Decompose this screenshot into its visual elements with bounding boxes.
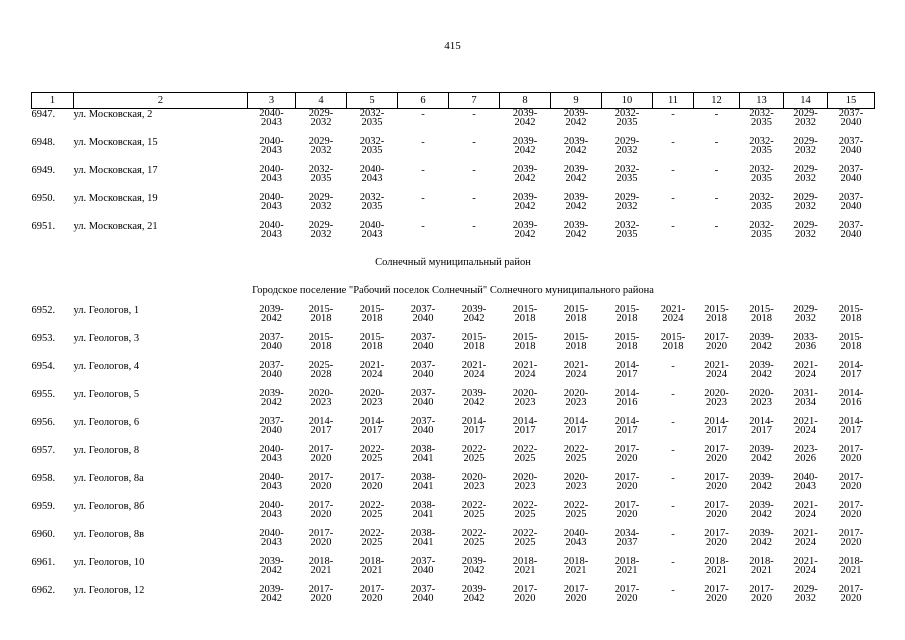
- period-cell: 2017- 2020: [359, 583, 385, 604]
- column-header-7: 7: [449, 93, 500, 109]
- empty-cell: -: [671, 360, 675, 372]
- column-header-14: 14: [784, 93, 828, 109]
- period-cell: 2020- 2023: [308, 387, 334, 408]
- period-cell: 2017- 2020: [838, 499, 864, 520]
- empty-cell: -: [421, 136, 425, 148]
- period-cell: 2040- 2043: [259, 499, 284, 520]
- empty-cell: -: [671, 192, 675, 204]
- period-cell: 2017- 2020: [838, 583, 864, 604]
- section-settlement-title: Городское поселение "Рабочий поселок Солнечный" Солнечного муниципального района: [252, 285, 654, 296]
- period-cell: 2039- 2042: [512, 135, 538, 156]
- period-cell: 2017- 2020: [704, 583, 729, 604]
- row-number: 6955.: [31, 388, 56, 400]
- period-cell: 2015- 2018: [660, 331, 686, 352]
- section-settlement: [32, 277, 875, 305]
- column-header-13: 13: [740, 93, 784, 109]
- row-number: 6949.: [31, 164, 56, 176]
- table-row: [32, 305, 875, 333]
- period-cell: 2039- 2042: [259, 303, 284, 324]
- period-cell: 2031- 2034: [793, 387, 818, 408]
- period-cell: 2039- 2042: [512, 219, 538, 240]
- period-cell: 2014- 2017: [838, 415, 864, 436]
- period-cell: 2020- 2023: [359, 387, 385, 408]
- period-cell: 2015- 2018: [838, 331, 864, 352]
- period-cell: 2039- 2042: [563, 163, 589, 184]
- period-cell: 2018- 2021: [308, 555, 334, 576]
- period-cell: 2039- 2042: [563, 191, 589, 212]
- section-district-title: Солнечный муниципальный район: [375, 257, 531, 268]
- period-cell: 2017- 2020: [359, 471, 385, 492]
- table-row: [32, 333, 875, 361]
- row-number: 6959.: [31, 500, 56, 512]
- table-row: [32, 109, 875, 137]
- period-cell: 2020- 2023: [749, 387, 774, 408]
- empty-cell: -: [714, 192, 719, 204]
- period-cell: 2038- 2041: [410, 443, 436, 464]
- period-cell: 2040- 2043: [259, 163, 284, 184]
- period-cell: 2039- 2042: [259, 583, 284, 604]
- period-cell: 2037- 2040: [410, 583, 436, 604]
- period-cell: 2029- 2032: [308, 219, 334, 240]
- period-cell: 2017- 2020: [308, 471, 334, 492]
- period-cell: 2017- 2020: [704, 499, 729, 520]
- page-number: 415: [444, 40, 461, 52]
- empty-cell: -: [671, 416, 675, 428]
- period-cell: 2040- 2043: [259, 219, 284, 240]
- address-cell: ул. Геологов, 8б: [73, 500, 145, 512]
- period-cell: 2029- 2032: [308, 191, 334, 212]
- period-cell: 2021- 2024: [359, 359, 385, 380]
- period-cell: 2018- 2021: [512, 555, 538, 576]
- period-cell: 2020- 2023: [512, 387, 538, 408]
- table-row: [32, 445, 875, 473]
- period-cell: 2017- 2020: [704, 331, 729, 352]
- empty-cell: -: [671, 444, 675, 456]
- table-row: [32, 557, 875, 585]
- period-cell: 2029- 2032: [793, 303, 818, 324]
- row-number: 6952.: [31, 304, 56, 316]
- empty-cell: -: [472, 220, 476, 232]
- period-cell: 2032- 2035: [308, 163, 334, 184]
- period-cell: 2022- 2025: [359, 527, 385, 548]
- section-district: [32, 249, 875, 277]
- table-row: [32, 193, 875, 221]
- table-row: [32, 585, 875, 613]
- column-header-15: 15: [828, 93, 875, 109]
- period-cell: 2014- 2017: [614, 415, 640, 436]
- address-cell: ул. Геологов, 8в: [73, 528, 145, 540]
- period-cell: 2039- 2042: [512, 108, 538, 128]
- period-cell: 2014- 2017: [563, 415, 589, 436]
- period-cell: 2039- 2042: [461, 387, 487, 408]
- period-cell: 2037- 2040: [410, 303, 436, 324]
- period-cell: 2021- 2024: [704, 359, 729, 380]
- table-row: [32, 221, 875, 249]
- period-cell: 2025- 2028: [308, 359, 334, 380]
- period-cell: 2017- 2020: [308, 583, 334, 604]
- period-cell: 2040- 2043: [259, 135, 284, 156]
- row-number: 6962.: [31, 584, 56, 596]
- period-cell: 2017- 2020: [704, 527, 729, 548]
- table-row: [32, 389, 875, 417]
- period-cell: 2029- 2032: [793, 219, 818, 240]
- period-cell: 2037- 2040: [410, 415, 436, 436]
- period-cell: 2015- 2018: [614, 303, 640, 324]
- period-cell: 2037- 2040: [259, 359, 284, 380]
- column-header-5: 5: [347, 93, 398, 109]
- period-cell: 2015- 2018: [838, 303, 864, 324]
- period-cell: 2032- 2035: [749, 163, 774, 184]
- empty-cell: -: [671, 220, 675, 232]
- period-cell: 2022- 2025: [359, 499, 385, 520]
- period-cell: 2014- 2017: [308, 415, 334, 436]
- row-number: 6951.: [31, 220, 56, 232]
- period-cell: 2039- 2042: [749, 359, 774, 380]
- empty-cell: -: [671, 472, 675, 484]
- period-cell: 2018- 2021: [614, 555, 640, 576]
- period-cell: 2015- 2018: [563, 303, 589, 324]
- table-body: [32, 109, 875, 613]
- period-cell: 2040- 2043: [259, 108, 284, 128]
- period-cell: 2017- 2020: [512, 583, 538, 604]
- period-cell: 2022- 2025: [563, 443, 589, 464]
- period-cell: 2032- 2035: [359, 191, 385, 212]
- row-number: 6958.: [31, 472, 56, 484]
- empty-cell: -: [671, 528, 675, 540]
- period-cell: 2037- 2040: [259, 415, 284, 436]
- period-cell: 2029- 2032: [793, 583, 818, 604]
- period-cell: 2014- 2017: [838, 359, 864, 380]
- period-cell: 2017- 2020: [308, 499, 334, 520]
- period-cell: 2039- 2042: [749, 331, 774, 352]
- period-cell: 2017- 2020: [838, 471, 864, 492]
- empty-cell: -: [472, 192, 476, 204]
- empty-cell: -: [421, 164, 425, 176]
- period-cell: 2021- 2024: [563, 359, 589, 380]
- schedule-table: [31, 92, 875, 613]
- period-cell: 2037- 2040: [838, 135, 864, 156]
- period-cell: 2040- 2043: [259, 527, 284, 548]
- period-cell: 2017- 2020: [563, 583, 589, 604]
- period-cell: 2039- 2042: [512, 163, 538, 184]
- table-row: [32, 501, 875, 529]
- empty-cell: -: [671, 136, 675, 148]
- empty-cell: -: [472, 136, 476, 148]
- period-cell: 2015- 2018: [359, 303, 385, 324]
- period-cell: 2020- 2023: [512, 471, 538, 492]
- period-cell: 2020- 2023: [563, 387, 589, 408]
- row-number: 6954.: [31, 360, 56, 372]
- period-cell: 2022- 2025: [563, 499, 589, 520]
- period-cell: 2021- 2024: [660, 303, 686, 324]
- period-cell: 2020- 2023: [461, 471, 487, 492]
- period-cell: 2015- 2018: [563, 331, 589, 352]
- row-number: 6957.: [31, 444, 56, 456]
- period-cell: 2038- 2041: [410, 499, 436, 520]
- row-number: 6961.: [31, 556, 56, 568]
- empty-cell: -: [421, 220, 425, 232]
- address-cell: ул. Геологов, 1: [73, 304, 140, 316]
- period-cell: 2015- 2018: [359, 331, 385, 352]
- period-cell: 2014- 2017: [461, 415, 487, 436]
- empty-cell: -: [671, 556, 675, 568]
- address-cell: ул. Московская, 21: [73, 220, 158, 232]
- period-cell: 2039- 2042: [461, 303, 487, 324]
- period-cell: 2039- 2042: [749, 499, 774, 520]
- period-cell: 2039- 2042: [461, 555, 487, 576]
- period-cell: 2029- 2032: [614, 191, 640, 212]
- period-cell: 2037- 2040: [410, 331, 436, 352]
- address-cell: ул. Московская, 19: [73, 192, 158, 204]
- period-cell: 2021- 2024: [793, 499, 818, 520]
- period-cell: 2029- 2032: [793, 191, 818, 212]
- address-cell: ул. Геологов, 5: [73, 388, 140, 400]
- period-cell: 2029- 2032: [308, 135, 334, 156]
- period-cell: 2014- 2017: [359, 415, 385, 436]
- period-cell: 2037- 2040: [410, 387, 436, 408]
- period-cell: 2021- 2024: [461, 359, 487, 380]
- period-cell: 2022- 2025: [359, 443, 385, 464]
- period-cell: 2014- 2016: [614, 387, 640, 408]
- row-number: 6960.: [31, 528, 56, 540]
- period-cell: 2022- 2025: [461, 443, 487, 464]
- period-cell: 2014- 2017: [704, 415, 729, 436]
- row-number: 6950.: [31, 192, 56, 204]
- period-cell: 2015- 2018: [308, 331, 334, 352]
- empty-cell: -: [671, 388, 675, 400]
- column-header-12: 12: [694, 93, 740, 109]
- column-header-11: 11: [653, 93, 694, 109]
- period-cell: 2017- 2020: [614, 443, 640, 464]
- period-cell: 2037- 2040: [838, 219, 864, 240]
- period-cell: 2032- 2035: [749, 219, 774, 240]
- column-header-9: 9: [551, 93, 602, 109]
- empty-cell: -: [671, 109, 675, 120]
- period-cell: 2029- 2032: [308, 108, 334, 128]
- period-cell: 2015- 2018: [704, 303, 729, 324]
- period-cell: 2017- 2020: [704, 443, 729, 464]
- empty-cell: -: [472, 164, 476, 176]
- period-cell: 2017- 2020: [308, 443, 334, 464]
- empty-cell: -: [421, 109, 425, 120]
- period-cell: 2018- 2021: [704, 555, 729, 576]
- period-cell: 2039- 2042: [563, 108, 589, 128]
- period-cell: 2017- 2020: [838, 443, 864, 464]
- period-cell: 2017- 2020: [308, 527, 334, 548]
- period-cell: 2023- 2026: [793, 443, 818, 464]
- empty-cell: -: [421, 192, 425, 204]
- period-cell: 2018- 2021: [749, 555, 774, 576]
- address-cell: ул. Геологов, 4: [73, 360, 140, 372]
- address-cell: ул. Геологов, 8: [73, 444, 140, 456]
- period-cell: 2018- 2021: [563, 555, 589, 576]
- period-cell: 2017- 2020: [614, 583, 640, 604]
- period-cell: 2017- 2020: [838, 527, 864, 548]
- period-cell: 2037- 2040: [410, 555, 436, 576]
- period-cell: 2015- 2018: [512, 303, 538, 324]
- table-row: [32, 529, 875, 557]
- row-number: 6953.: [31, 332, 56, 344]
- period-cell: 2038- 2041: [410, 471, 436, 492]
- period-cell: 2032- 2035: [749, 108, 774, 128]
- period-cell: 2015- 2018: [749, 303, 774, 324]
- empty-cell: -: [671, 164, 675, 176]
- period-cell: 2017- 2020: [704, 471, 729, 492]
- period-cell: 2018- 2021: [359, 555, 385, 576]
- table-header: [32, 93, 875, 109]
- period-cell: 2022- 2025: [512, 443, 538, 464]
- period-cell: 2021- 2024: [793, 359, 818, 380]
- period-cell: 2014- 2017: [512, 415, 538, 436]
- period-cell: 2029- 2032: [793, 108, 818, 128]
- period-cell: 2021- 2024: [793, 527, 818, 548]
- column-header-1: 1: [32, 93, 74, 109]
- table-row: [32, 361, 875, 389]
- period-cell: 2014- 2016: [838, 387, 864, 408]
- period-cell: 2039- 2042: [749, 471, 774, 492]
- period-cell: 2040- 2043: [563, 527, 589, 548]
- period-cell: 2039- 2042: [512, 191, 538, 212]
- period-cell: 2032- 2035: [749, 135, 774, 156]
- period-cell: 2039- 2042: [563, 219, 589, 240]
- address-cell: ул. Московская, 17: [73, 164, 158, 176]
- period-cell: 2021- 2024: [793, 555, 818, 576]
- period-cell: 2029- 2032: [793, 163, 818, 184]
- period-cell: 2029- 2032: [793, 135, 818, 156]
- address-cell: ул. Геологов, 10: [73, 556, 145, 568]
- empty-cell: -: [714, 136, 719, 148]
- empty-cell: -: [472, 109, 476, 120]
- column-header-4: 4: [296, 93, 347, 109]
- empty-cell: -: [714, 109, 719, 120]
- period-cell: 2037- 2040: [410, 359, 436, 380]
- period-cell: 2032- 2035: [614, 163, 640, 184]
- period-cell: 2015- 2018: [614, 331, 640, 352]
- period-cell: 2040- 2043: [259, 471, 284, 492]
- empty-cell: -: [671, 500, 675, 512]
- period-cell: 2032- 2035: [614, 108, 640, 128]
- column-header-6: 6: [398, 93, 449, 109]
- period-cell: 2015- 2018: [461, 331, 487, 352]
- period-cell: 2014- 2017: [749, 415, 774, 436]
- period-cell: 2040- 2043: [259, 443, 284, 464]
- period-cell: 2032- 2035: [359, 135, 385, 156]
- period-cell: 2020- 2023: [704, 387, 729, 408]
- period-cell: 2040- 2043: [359, 163, 385, 184]
- period-cell: 2037- 2040: [259, 331, 284, 352]
- empty-cell: -: [714, 220, 719, 232]
- column-header-2: 2: [74, 93, 248, 109]
- column-header-10: 10: [602, 93, 653, 109]
- row-number: 6948.: [31, 136, 56, 148]
- address-cell: ул. Геологов, 6: [73, 416, 140, 428]
- period-cell: 2037- 2040: [838, 108, 864, 128]
- empty-cell: -: [714, 164, 719, 176]
- address-cell: ул. Геологов, 8а: [73, 472, 144, 484]
- period-cell: 2017- 2020: [614, 471, 640, 492]
- address-cell: ул. Геологов, 12: [73, 584, 145, 596]
- address-cell: ул. Московская, 2: [73, 109, 153, 120]
- table-row: [32, 137, 875, 165]
- period-cell: 2038- 2041: [410, 527, 436, 548]
- period-cell: 2032- 2035: [749, 191, 774, 212]
- period-cell: 2039- 2042: [461, 583, 487, 604]
- period-cell: 2032- 2035: [359, 108, 385, 128]
- period-cell: 2022- 2025: [512, 527, 538, 548]
- period-cell: 2037- 2040: [838, 191, 864, 212]
- empty-cell: -: [671, 584, 675, 596]
- period-cell: 2033- 2036: [793, 331, 818, 352]
- period-cell: 2014- 2017: [614, 359, 640, 380]
- column-number-row: [32, 93, 875, 109]
- period-cell: 2032- 2035: [614, 219, 640, 240]
- table-row: [32, 165, 875, 193]
- period-cell: 2039- 2042: [259, 387, 284, 408]
- address-cell: ул. Геологов, 3: [73, 332, 140, 344]
- row-number: 6947.: [31, 109, 56, 120]
- period-cell: 2021- 2024: [512, 359, 538, 380]
- period-cell: 2022- 2025: [461, 499, 487, 520]
- period-cell: 2029- 2032: [614, 135, 640, 156]
- period-cell: 2039- 2042: [749, 443, 774, 464]
- period-cell: 2015- 2018: [308, 303, 334, 324]
- period-cell: 2021- 2024: [793, 415, 818, 436]
- period-cell: 2022- 2025: [512, 499, 538, 520]
- period-cell: 2040- 2043: [793, 471, 818, 492]
- period-cell: 2020- 2023: [563, 471, 589, 492]
- period-cell: 2039- 2042: [749, 527, 774, 548]
- period-cell: 2037- 2040: [838, 163, 864, 184]
- column-header-3: 3: [248, 93, 296, 109]
- period-cell: 2040- 2043: [259, 191, 284, 212]
- table-row: [32, 417, 875, 445]
- period-cell: 2039- 2042: [563, 135, 589, 156]
- period-cell: 2034- 2037: [614, 527, 640, 548]
- period-cell: 2017- 2020: [614, 499, 640, 520]
- column-header-8: 8: [500, 93, 551, 109]
- period-cell: 2017- 2020: [749, 583, 774, 604]
- period-cell: 2015- 2018: [512, 331, 538, 352]
- row-number: 6956.: [31, 416, 56, 428]
- period-cell: 2039- 2042: [259, 555, 284, 576]
- address-cell: ул. Московская, 15: [73, 136, 158, 148]
- period-cell: 2018- 2021: [838, 555, 864, 576]
- period-cell: 2022- 2025: [461, 527, 487, 548]
- table-row: [32, 473, 875, 501]
- period-cell: 2040- 2043: [359, 219, 385, 240]
